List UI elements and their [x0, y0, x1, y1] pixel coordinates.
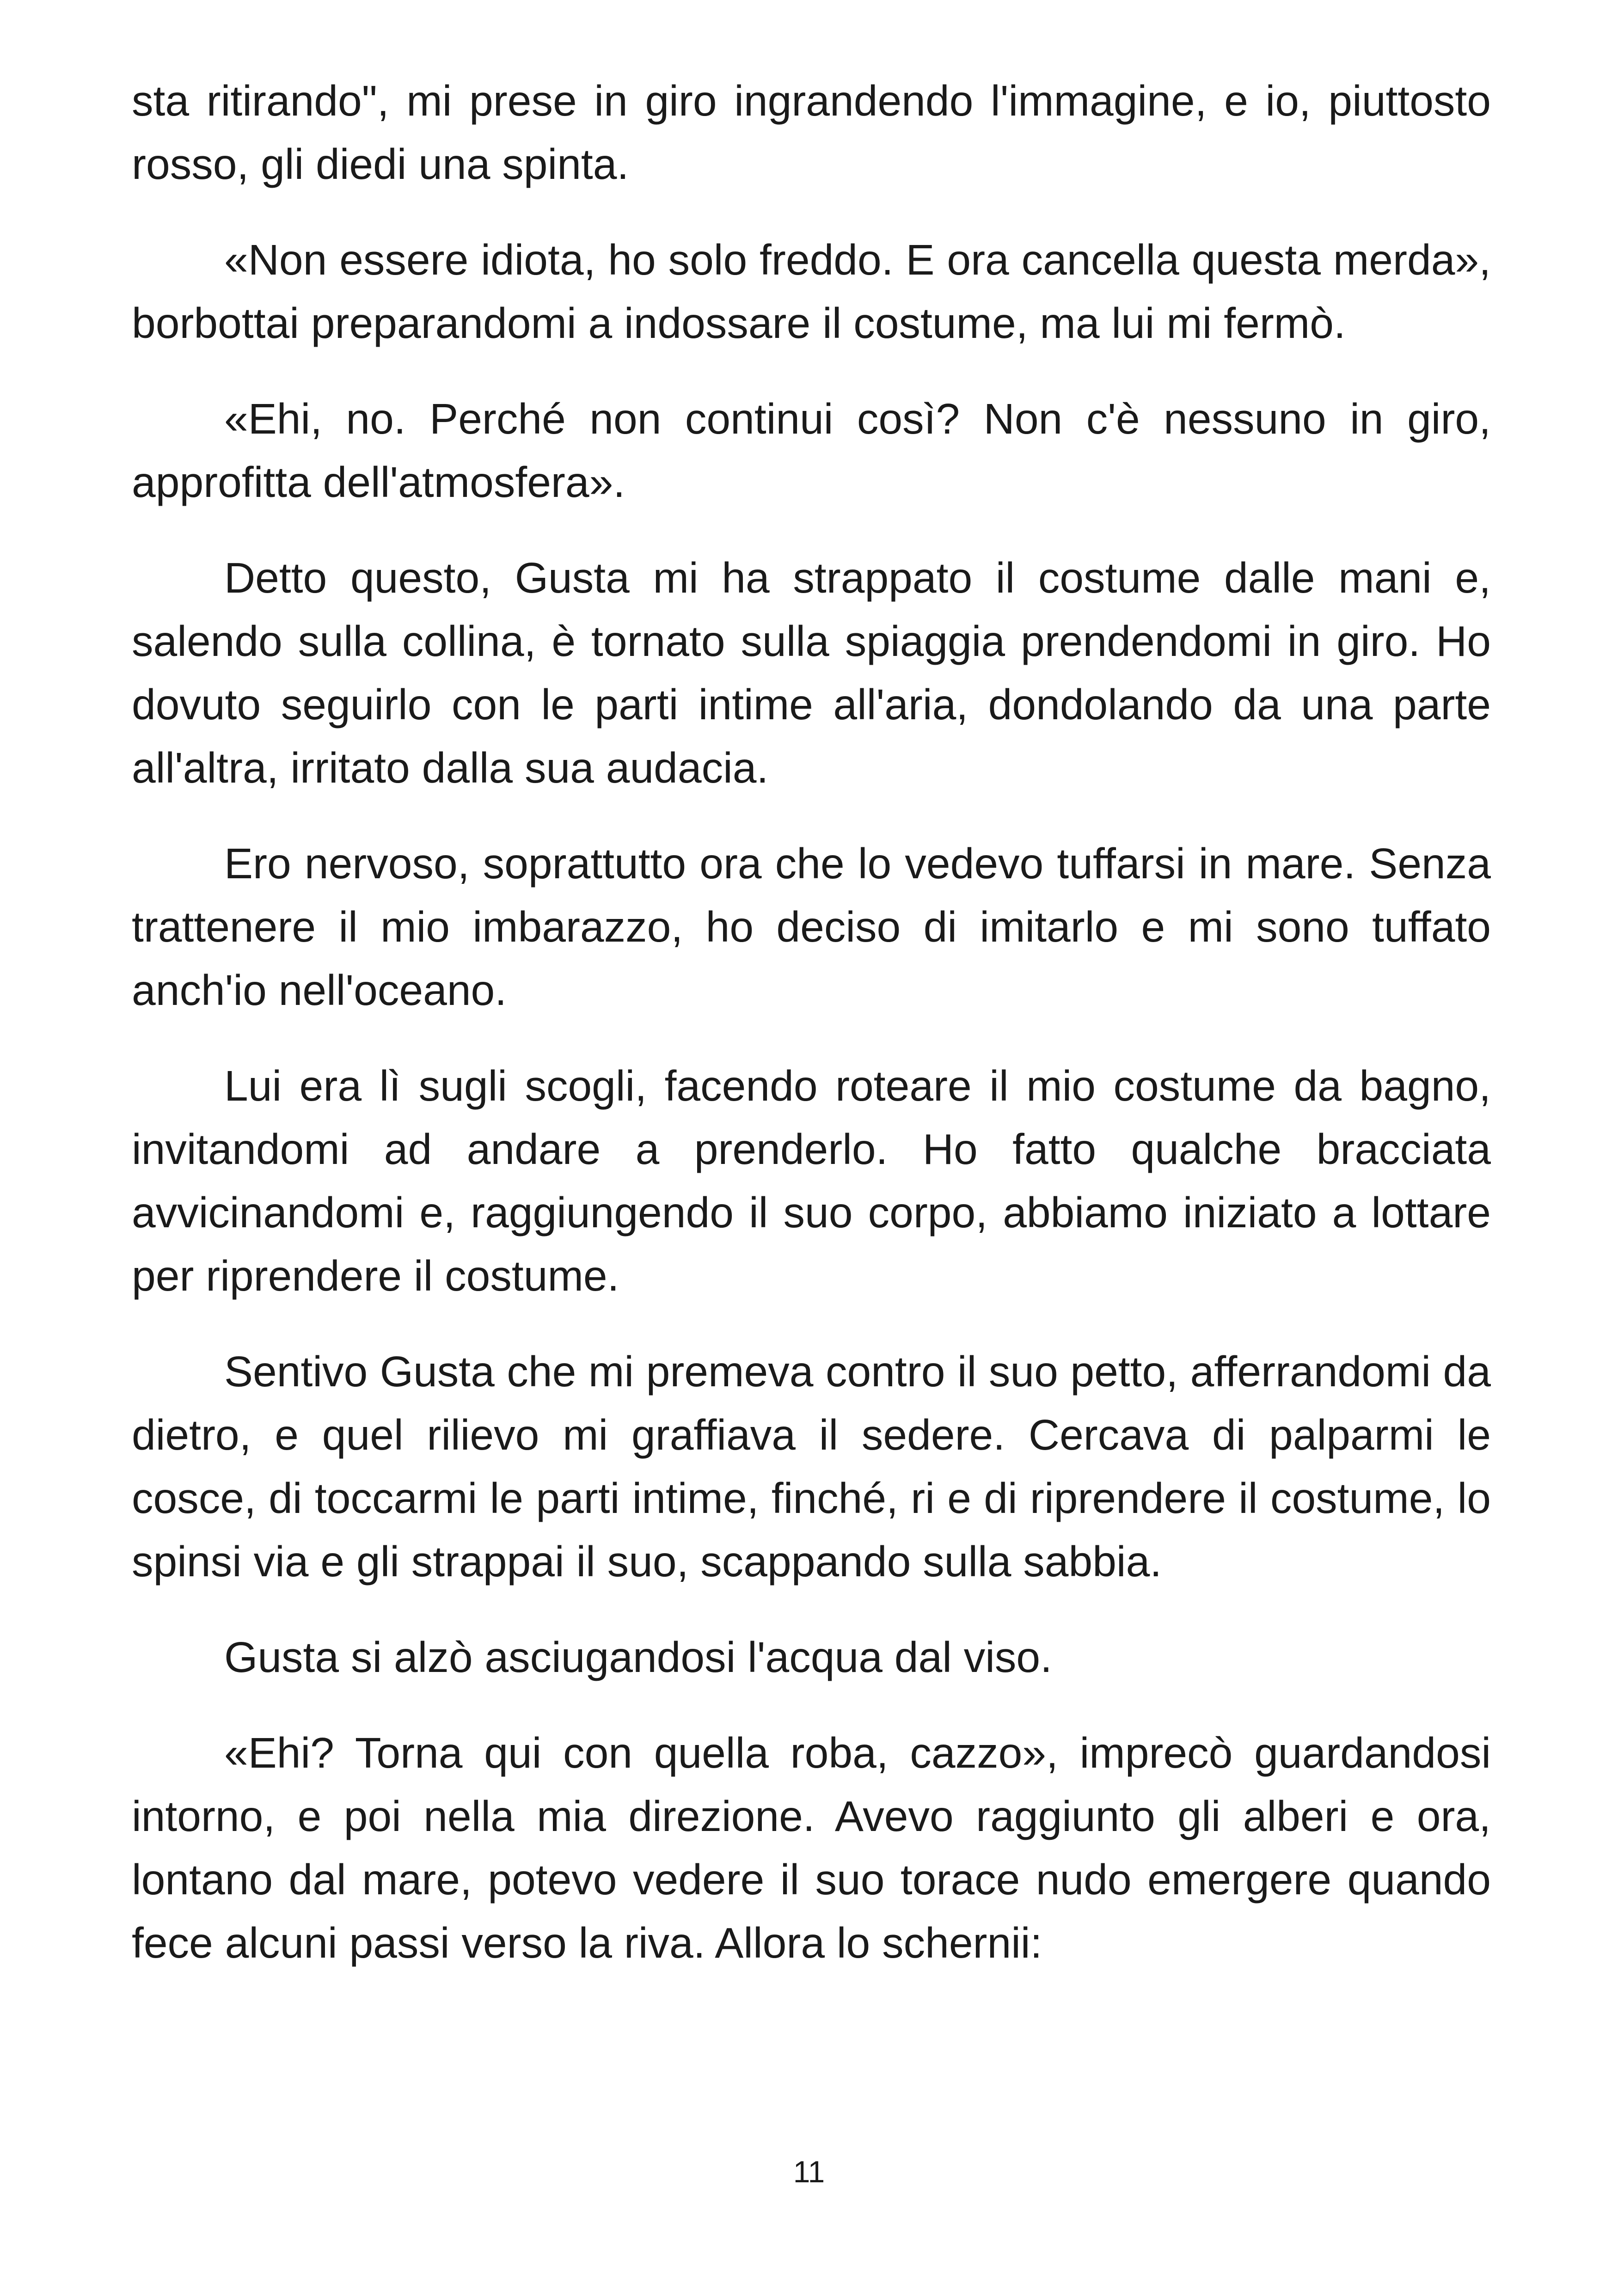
- paragraph: Lui era lì sugli scogli, facendo roteare il mio costume da bagno, invitandomi ad andare a prenderlo. Ho fatto qualche bracciata avvicinandomi e, raggiungendo il suo corpo, abbiamo iniziato a lottare per riprendere il costume.: [132, 1062, 1491, 1300]
- paragraph: «Ehi, no. Perché non continui così? Non c'è nessuno in giro, approfitta dell'atmosfera».: [132, 395, 1491, 506]
- body-text: [132, 69, 1491, 2007]
- page-number: 11: [793, 2155, 825, 2189]
- paragraph: «Non essere idiota, ho solo freddo. E ora cancella questa merda», borbottai preparandomi a indossare il costume, ma lui mi fermò.: [132, 236, 1491, 347]
- paragraph: sta ritirando", mi prese in giro ingrandendo l'immagine, e io, piuttosto rosso, gli diedi una spinta.: [132, 77, 1491, 188]
- paragraph: Gusta si alzò asciugandosi l'acqua dal viso.: [224, 1633, 1052, 1681]
- paragraph: «Ehi? Torna qui con quella roba, cazzo», imprecò guardandosi intorno, e poi nella mia direzione. Avevo raggiunto gli alberi e ora, lontano dal mare, potevo vedere il suo torace nudo emergere quando fece alcuni passi verso la riva. Allora lo schernii:: [132, 1729, 1491, 1967]
- paragraph: Detto questo, Gusta mi ha strappato il costume dalle mani e, salendo sulla collina, è tornato sulla spiaggia prendendomi in giro. Ho dovuto seguirlo con le parti intime all'aria, dondolando da una parte all'altra, irritato dalla sua audacia.: [132, 554, 1491, 792]
- paragraph: Sentivo Gusta che mi premeva contro il suo petto, afferrandomi da dietro, e quel rilievo mi graffiava il sedere. Cercava di palparmi le cosce, di toccarmi le parti intime, finché, ri e di riprendere il costume, lo spinsi via e gli strappai il suo, scappando sulla sabbia.: [132, 1347, 1491, 1586]
- paragraph: Ero nervoso, soprattutto ora che lo vedevo tuffarsi in mare. Senza trattenere il mio imbarazzo, ho deciso di imitarlo e mi sono tuffato anch'io nell'oceano.: [132, 839, 1491, 1014]
